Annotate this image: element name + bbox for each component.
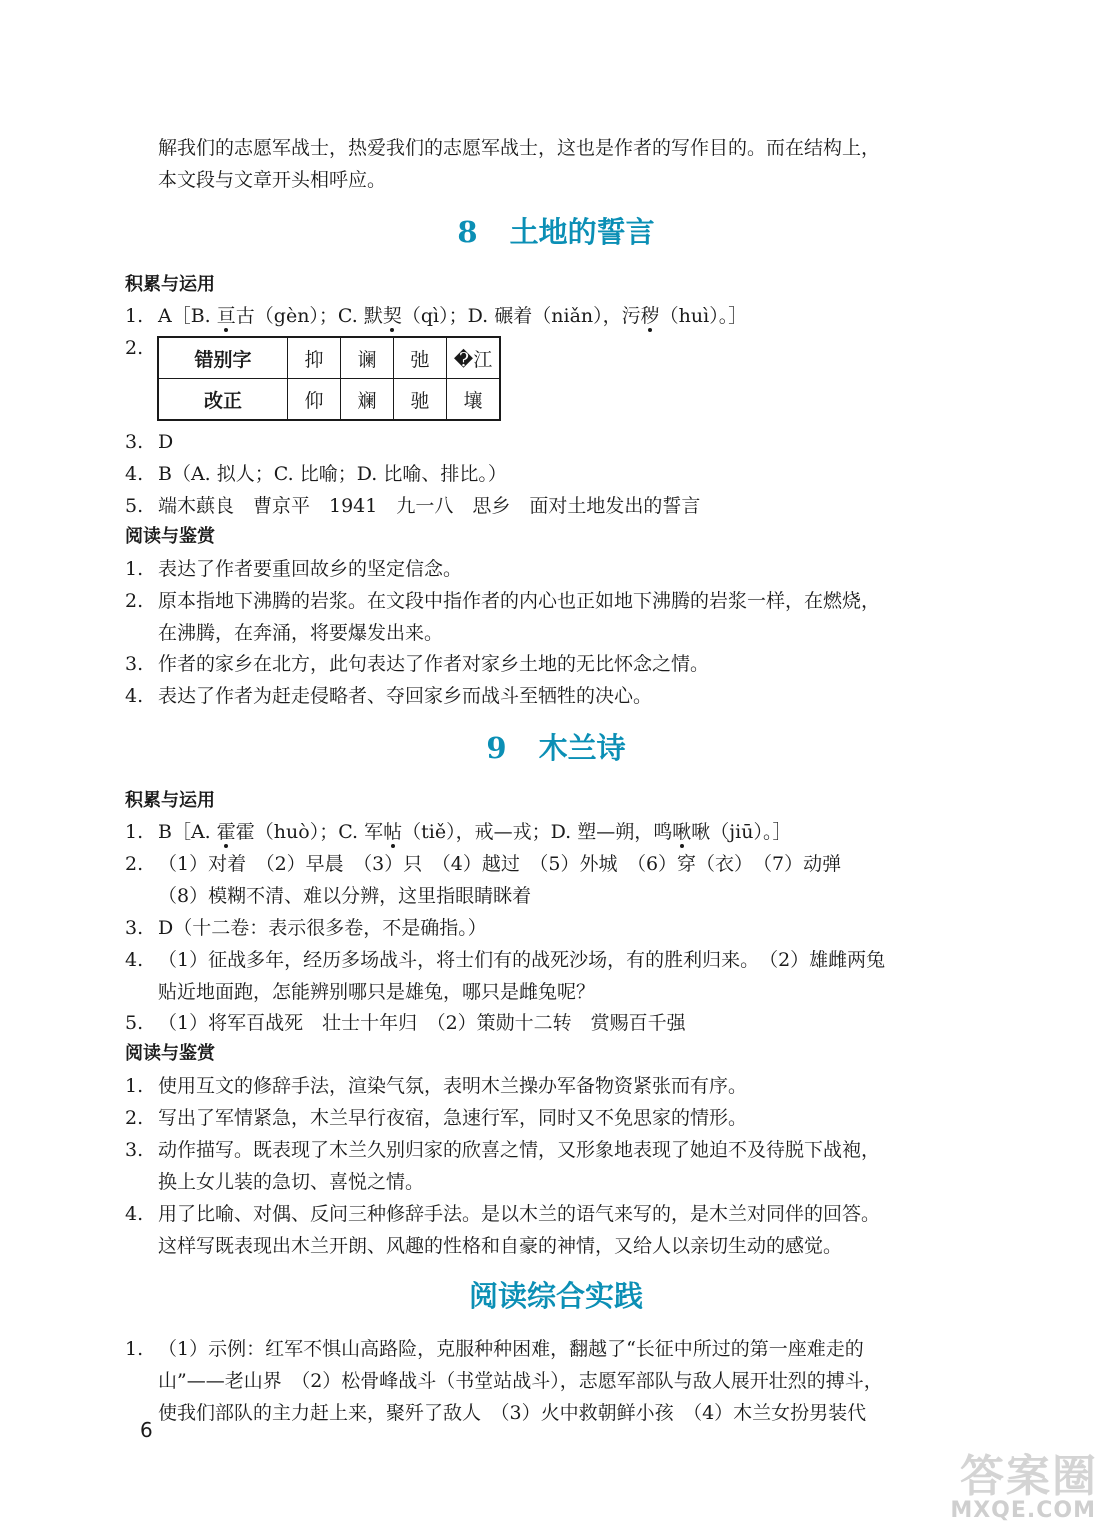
question-number: 1.	[125, 1075, 144, 1097]
answer-text: 在沸腾，在奔涌，将要爆发出来。	[158, 622, 444, 644]
lesson-9-name: 木兰诗	[538, 731, 626, 765]
correction-table	[157, 336, 501, 421]
answer-text: （1）对着 （2）早晨 （3）只 （4）越过 （5）外城 （6）穿（衣） （7）动弹	[158, 853, 842, 875]
answer-text: A［B. 亘古（gèn）；C. 默契（qì）；D. 碾着（niǎn），污秽（huì）。］	[158, 305, 748, 327]
table-header: 改正	[158, 379, 288, 421]
question-number: 3.	[125, 1139, 144, 1161]
answer-text: B（A. 拟人；C. 比喻；D. 比喻、排比。）	[158, 463, 507, 485]
answer-text: 端木蕻良 曹京平 1941 九一八 思乡 面对土地发出的誓言	[158, 495, 701, 517]
lesson-9-title	[0, 728, 1112, 768]
answer-text: 使用互文的修辞手法，渲染气氛，表明木兰操办军备物资紧张而有序。	[158, 1075, 748, 1097]
answer-text: 山”——老山界 （2）松骨峰战斗（书堂站战斗），志愿军部队与敌人展开壮烈的搏斗，	[158, 1370, 883, 1392]
page-number: 6	[140, 1418, 153, 1442]
lesson-8-title	[0, 212, 1112, 252]
answer-text: 写出了军情紧急，木兰早行夜宿，急速行军，同时又不免思家的情形。	[158, 1107, 748, 1129]
section-heading: 阅读与鉴赏	[125, 1043, 215, 1064]
question-number: 4.	[125, 1203, 144, 1225]
question-number: 1.	[125, 305, 144, 327]
answer-text: 这样写既表现出木兰开朗、风趣的性格和自豪的神情，又给人以亲切生动的感觉。	[158, 1235, 843, 1257]
answer-text: 换上女儿装的急切、喜悦之情。	[158, 1171, 425, 1193]
table-cell: 弛	[394, 337, 447, 379]
answer-text: B［A. 霍霍（huò）；C. 军帖（tiě），戒—戎；D. 塑—朔，鸣啾啾（jiū）。］	[158, 821, 792, 843]
table-cell: 仰	[288, 379, 341, 421]
answer-text: 表达了作者为赶走侵略者、夺回家乡而战斗至牺牲的决心。	[158, 685, 653, 707]
watermark-url: MXQE.COM	[950, 1498, 1096, 1523]
table-row	[158, 337, 500, 379]
question-number: 3.	[125, 653, 144, 675]
question-number: 4.	[125, 685, 144, 707]
answer-text: 作者的家乡在北方，此句表达了作者对家乡土地的无比怀念之情。	[158, 653, 710, 675]
question-number: 2.	[125, 1107, 144, 1129]
question-number: 2.	[125, 590, 144, 612]
answer-text: D（十二卷：表示很多卷，不是确指。）	[158, 917, 487, 939]
section-heading: 阅读与鉴赏	[125, 526, 215, 547]
section-heading: 积累与运用	[125, 790, 215, 811]
answer-text: 用了比喻、对偶、反问三种修辞手法。是以木兰的语气来写的，是木兰对同伴的回答。	[158, 1203, 881, 1225]
question-number: 1.	[125, 1338, 144, 1360]
table-cell: 斓	[341, 379, 394, 421]
answer-text: 动作描写。既表现了木兰久别归家的欣喜之情，又形象地表现了她迫不及待脱下战袍，	[158, 1139, 881, 1161]
answer-text: 表达了作者要重回故乡的坚定信念。	[158, 558, 463, 580]
question-number: 4.	[125, 949, 144, 971]
section-heading: 积累与运用	[125, 274, 215, 295]
table-cell: 壤	[447, 379, 501, 421]
question-number: 3.	[125, 917, 144, 939]
table-cell: �江	[447, 337, 501, 379]
question-number: 2.	[125, 337, 144, 359]
question-number: 5.	[125, 1012, 144, 1034]
question-number: 2.	[125, 853, 144, 875]
question-number: 1.	[125, 558, 144, 580]
intro-line-1: 解我们的志愿军战士，热爱我们的志愿军战士，这也是作者的写作目的。而在结构上，	[158, 137, 881, 159]
table-cell: 抑	[288, 337, 341, 379]
watermark-text: 答案圈	[960, 1451, 1098, 1502]
lesson-8-number: 8	[457, 215, 478, 249]
question-number: 4.	[125, 463, 144, 485]
question-number: 5.	[125, 495, 144, 517]
answer-text: 原本指地下沸腾的岩浆。在文段中指作者的内心也正如地下沸腾的岩浆一样，在燃烧，	[158, 590, 881, 612]
table-header: 错别字	[158, 337, 288, 379]
lesson-9-number: 9	[486, 731, 507, 765]
practice-title: 阅读综合实践	[468, 1279, 643, 1313]
answer-text: （1）征战多年，经历多场战斗，将士们有的战死沙场，有的胜利归来。 （2）雄雌两兔	[158, 949, 886, 971]
intro-line-2: 本文段与文章开头相呼应。	[158, 169, 387, 191]
table-cell: 驰	[394, 379, 447, 421]
answer-text: 贴近地面跑，怎能辨别哪只是雄兔，哪只是雌兔呢？	[158, 981, 596, 1003]
answer-text: （1）将军百战死 壮士十年归 （2）策勋十二转 赏赐百千强	[158, 1012, 686, 1034]
table-row	[158, 379, 500, 421]
lesson-8-name: 土地的誓言	[509, 215, 655, 249]
answer-text: 使我们部队的主力赶上来，聚歼了敌人 （3）火中救朝鲜小孩 （4）木兰女扮男装代	[158, 1402, 867, 1424]
watermark-logo	[914, 1440, 1104, 1530]
table-cell: 谰	[341, 337, 394, 379]
question-number: 3.	[125, 431, 144, 453]
answer-text: （8）模糊不清、难以分辨，这里指眼睛眯着	[158, 885, 532, 907]
answer-text: D	[158, 431, 174, 453]
question-number: 1.	[125, 821, 144, 843]
answer-text: （1）示例：红军不惧山高路险，克服种种困难，翻越了“长征中所过的第一座难走的	[158, 1338, 864, 1360]
